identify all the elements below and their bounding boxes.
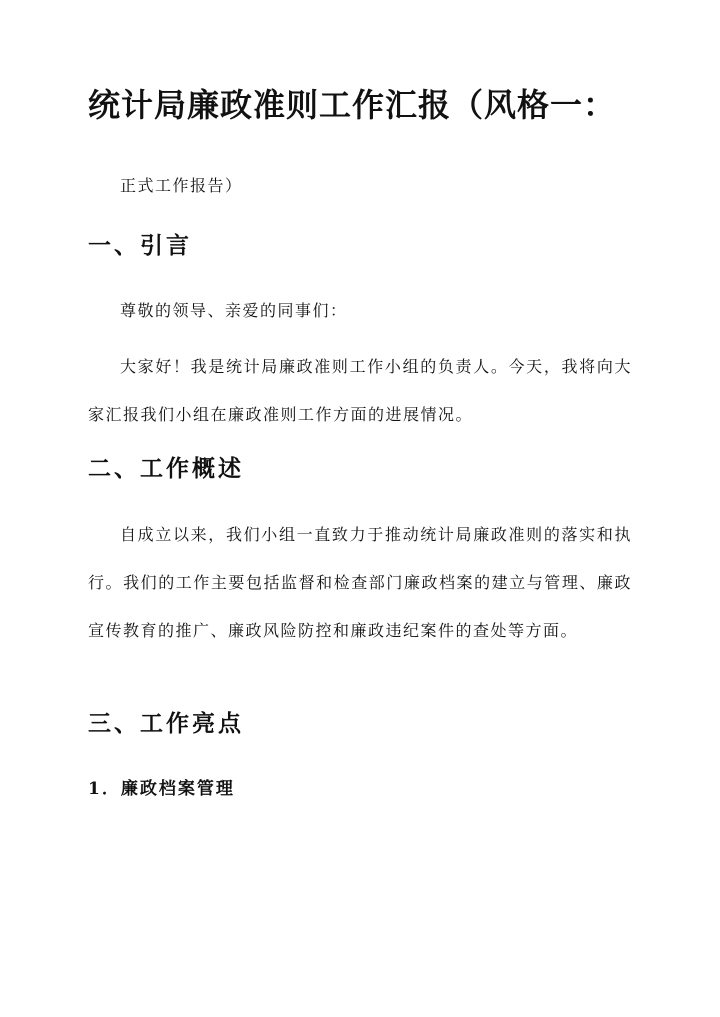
document-title: 统计局廉政准则工作汇报（风格一：	[88, 86, 617, 124]
section-heading-work-overview: 二、工作概述	[88, 455, 244, 482]
section-heading-work-highlights: 三、工作亮点	[88, 710, 244, 737]
section-heading-introduction: 一、引言	[88, 232, 192, 259]
introduction-paragraph: 大家好！我是统计局廉政准则工作小组的负责人。今天，我将向大家汇报我们小组在廉政准则工作方面的进展情况。	[88, 357, 632, 424]
salutation-paragraph: 尊敬的领导、亲爱的同事们：	[120, 301, 348, 320]
work-overview-paragraph: 自成立以来，我们小组一直致力于推动统计局廉政准则的落实和执行。我们的工作主要包括监督和检查部门廉政档案的建立与管理、廉政宣传教育的推广、廉政风险防控和廉政违纪案件的查处等方面。	[88, 525, 632, 640]
document-subtitle: 正式工作报告）	[120, 176, 243, 195]
subsection-heading-integrity-files: 1．廉政档案管理	[88, 779, 235, 799]
